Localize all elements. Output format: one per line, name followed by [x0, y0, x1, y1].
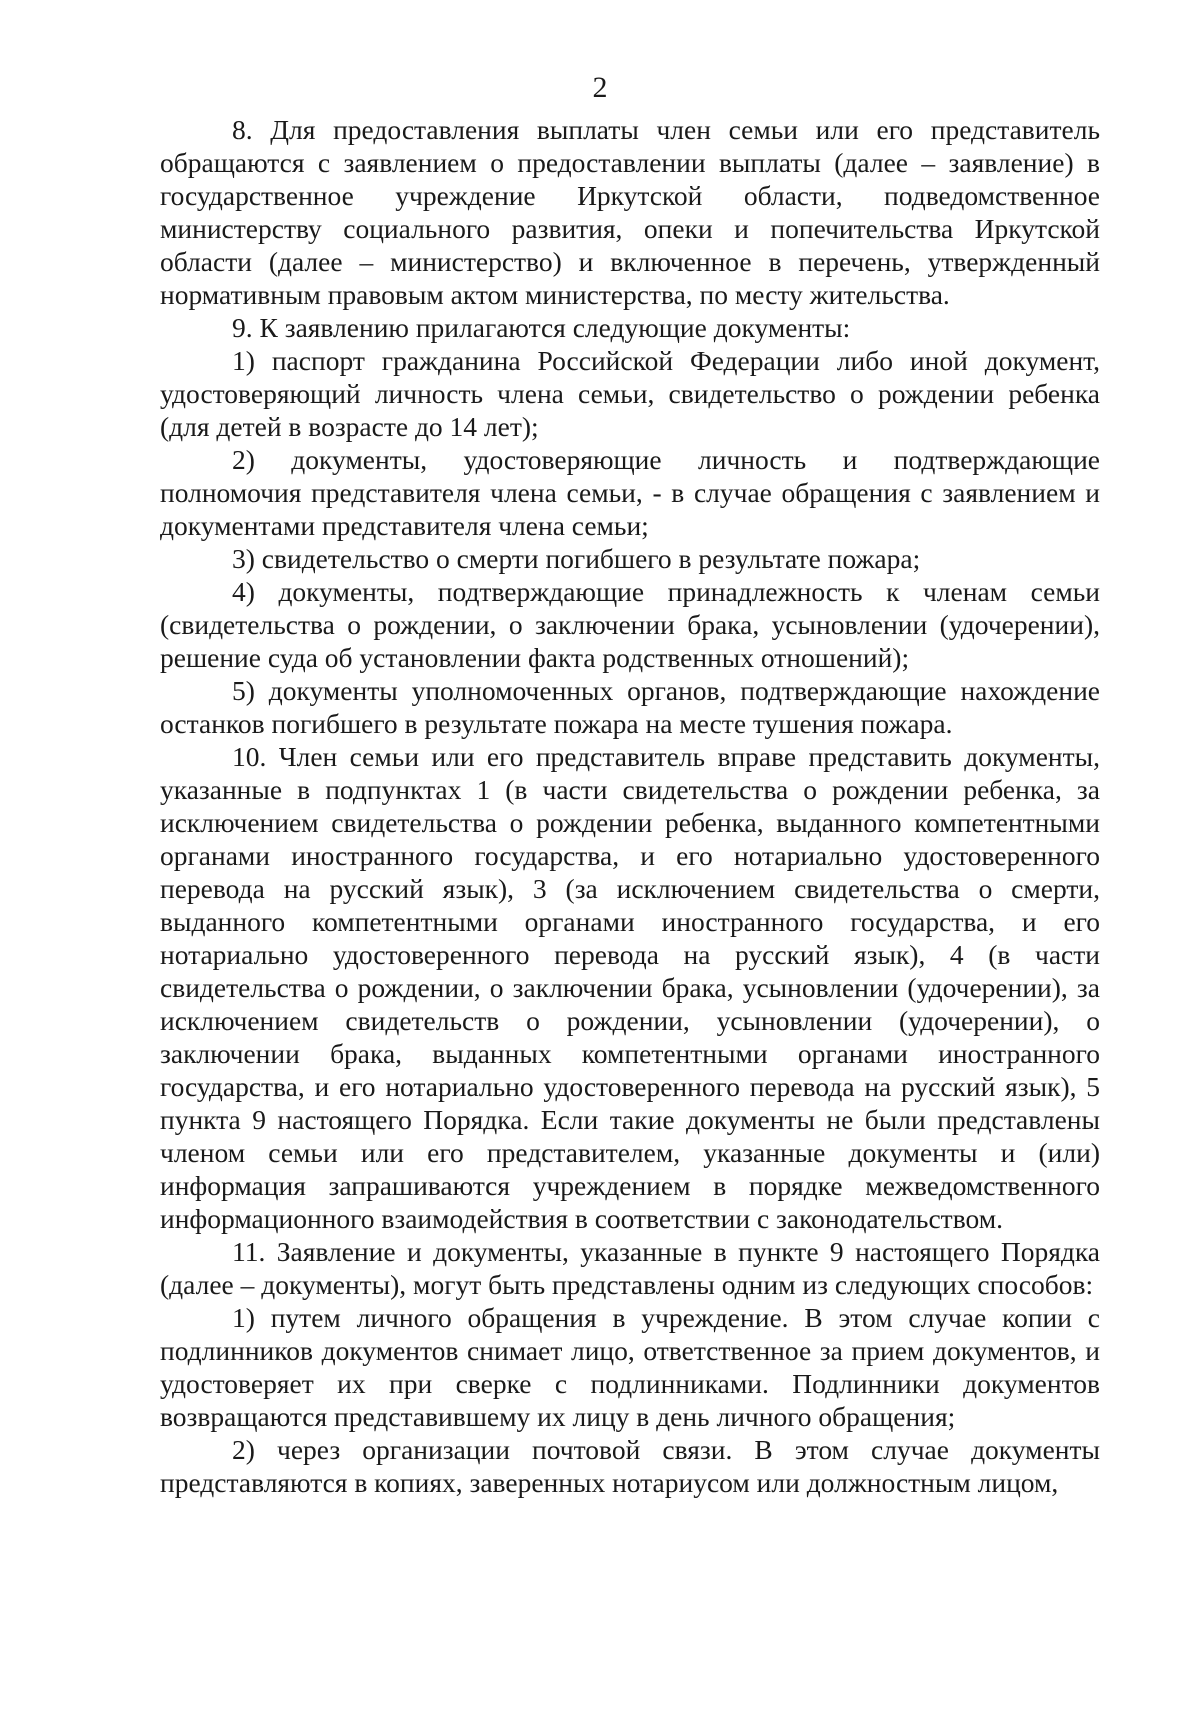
document-body	[160, 113, 1100, 1499]
page-number: 2	[592, 71, 608, 104]
paragraph-11: 11. Заявление и документы, указанные в пункте 9 настоящего Порядка (далее – документы), могут быть представлены одним из следующих способов:	[160, 1236, 1100, 1300]
paragraph-10: 10. Член семьи или его представитель вправе представить документы, указанные в подпунктах 1 (в части свидетельства о рождении ребенка, за исключением свидетельства о рождении ребенка, выданного компетентными органами иностранного государства, и его нотариально удостоверенного перевода на русский язык), 3 (за исключением свидетельства о смерти, выданного компетентными органами иностранного государства, и его нотариально удостоверенного перевода на русский язык), 4 (в части свидетельства о рождении, о заключении брака, усыновлении (удочерении), за исключением свидетельств о рождении, усыновлении (удочерении), о заключении брака, выданных компетентными органами иностранного государства, и его нотариально удостоверенного перевода на русский язык), 5 пункта 9 настоящего Порядка. Если такие документы не были представлены членом семьи или его представителем, указанные документы и (или) информация запрашиваются учреждением в порядке межведомственного информационного взаимодействия в соответствии с законодательством.	[160, 741, 1100, 1234]
paragraph-9-item-5: 5) документы уполномоченных органов, подтверждающие нахождение останков погибшего в результате пожара на месте тушения пожара.	[160, 675, 1100, 739]
paragraph-9-item-2: 2) документы, удостоверяющие личность и подтверждающие полномочия представителя члена семьи, - в случае обращения с заявлением и документами представителя члена семьи;	[160, 444, 1100, 541]
paragraph-11-item-2: 2) через организации почтовой связи. В этом случае документы представляются в копиях, заверенных нотариусом или должностным лицом,	[160, 1434, 1100, 1498]
paragraph-9-item-1: 1) паспорт гражданина Российской Федерации либо иной документ, удостоверяющий личность члена семьи, свидетельство о рождении ребенка (для детей в возрасте до 14 лет);	[160, 345, 1100, 442]
paragraph-9-item-4: 4) документы, подтверждающие принадлежность к членам семьи (свидетельства о рождении, о заключении брака, усыновлении (удочерении), решение суда об установлении факта родственных отношений);	[160, 576, 1100, 673]
paragraph-11-item-1: 1) путем личного обращения в учреждение. В этом случае копии с подлинников документов снимает лицо, ответственное за прием документов, и удостоверяет их при сверке с подлинниками. Подлинники документов возвращаются представившему их лицу в день личного обращения;	[160, 1302, 1100, 1432]
paragraph-9-item-3: 3) свидетельство о смерти погибшего в результате пожара;	[232, 543, 921, 574]
paragraph-8: 8. Для предоставления выплаты член семьи или его представитель обращаются с заявлением о предоставлении выплаты (далее – заявление) в государственное учреждение Иркутской области, подведомственное министерству социального развития, опеки и попечительства Иркутской области (далее – министерство) и включенное в перечень, утвержденный нормативным правовым актом министерства, по месту жительства.	[160, 114, 1100, 310]
paragraph-9: 9. К заявлению прилагаются следующие документы:	[232, 312, 851, 343]
